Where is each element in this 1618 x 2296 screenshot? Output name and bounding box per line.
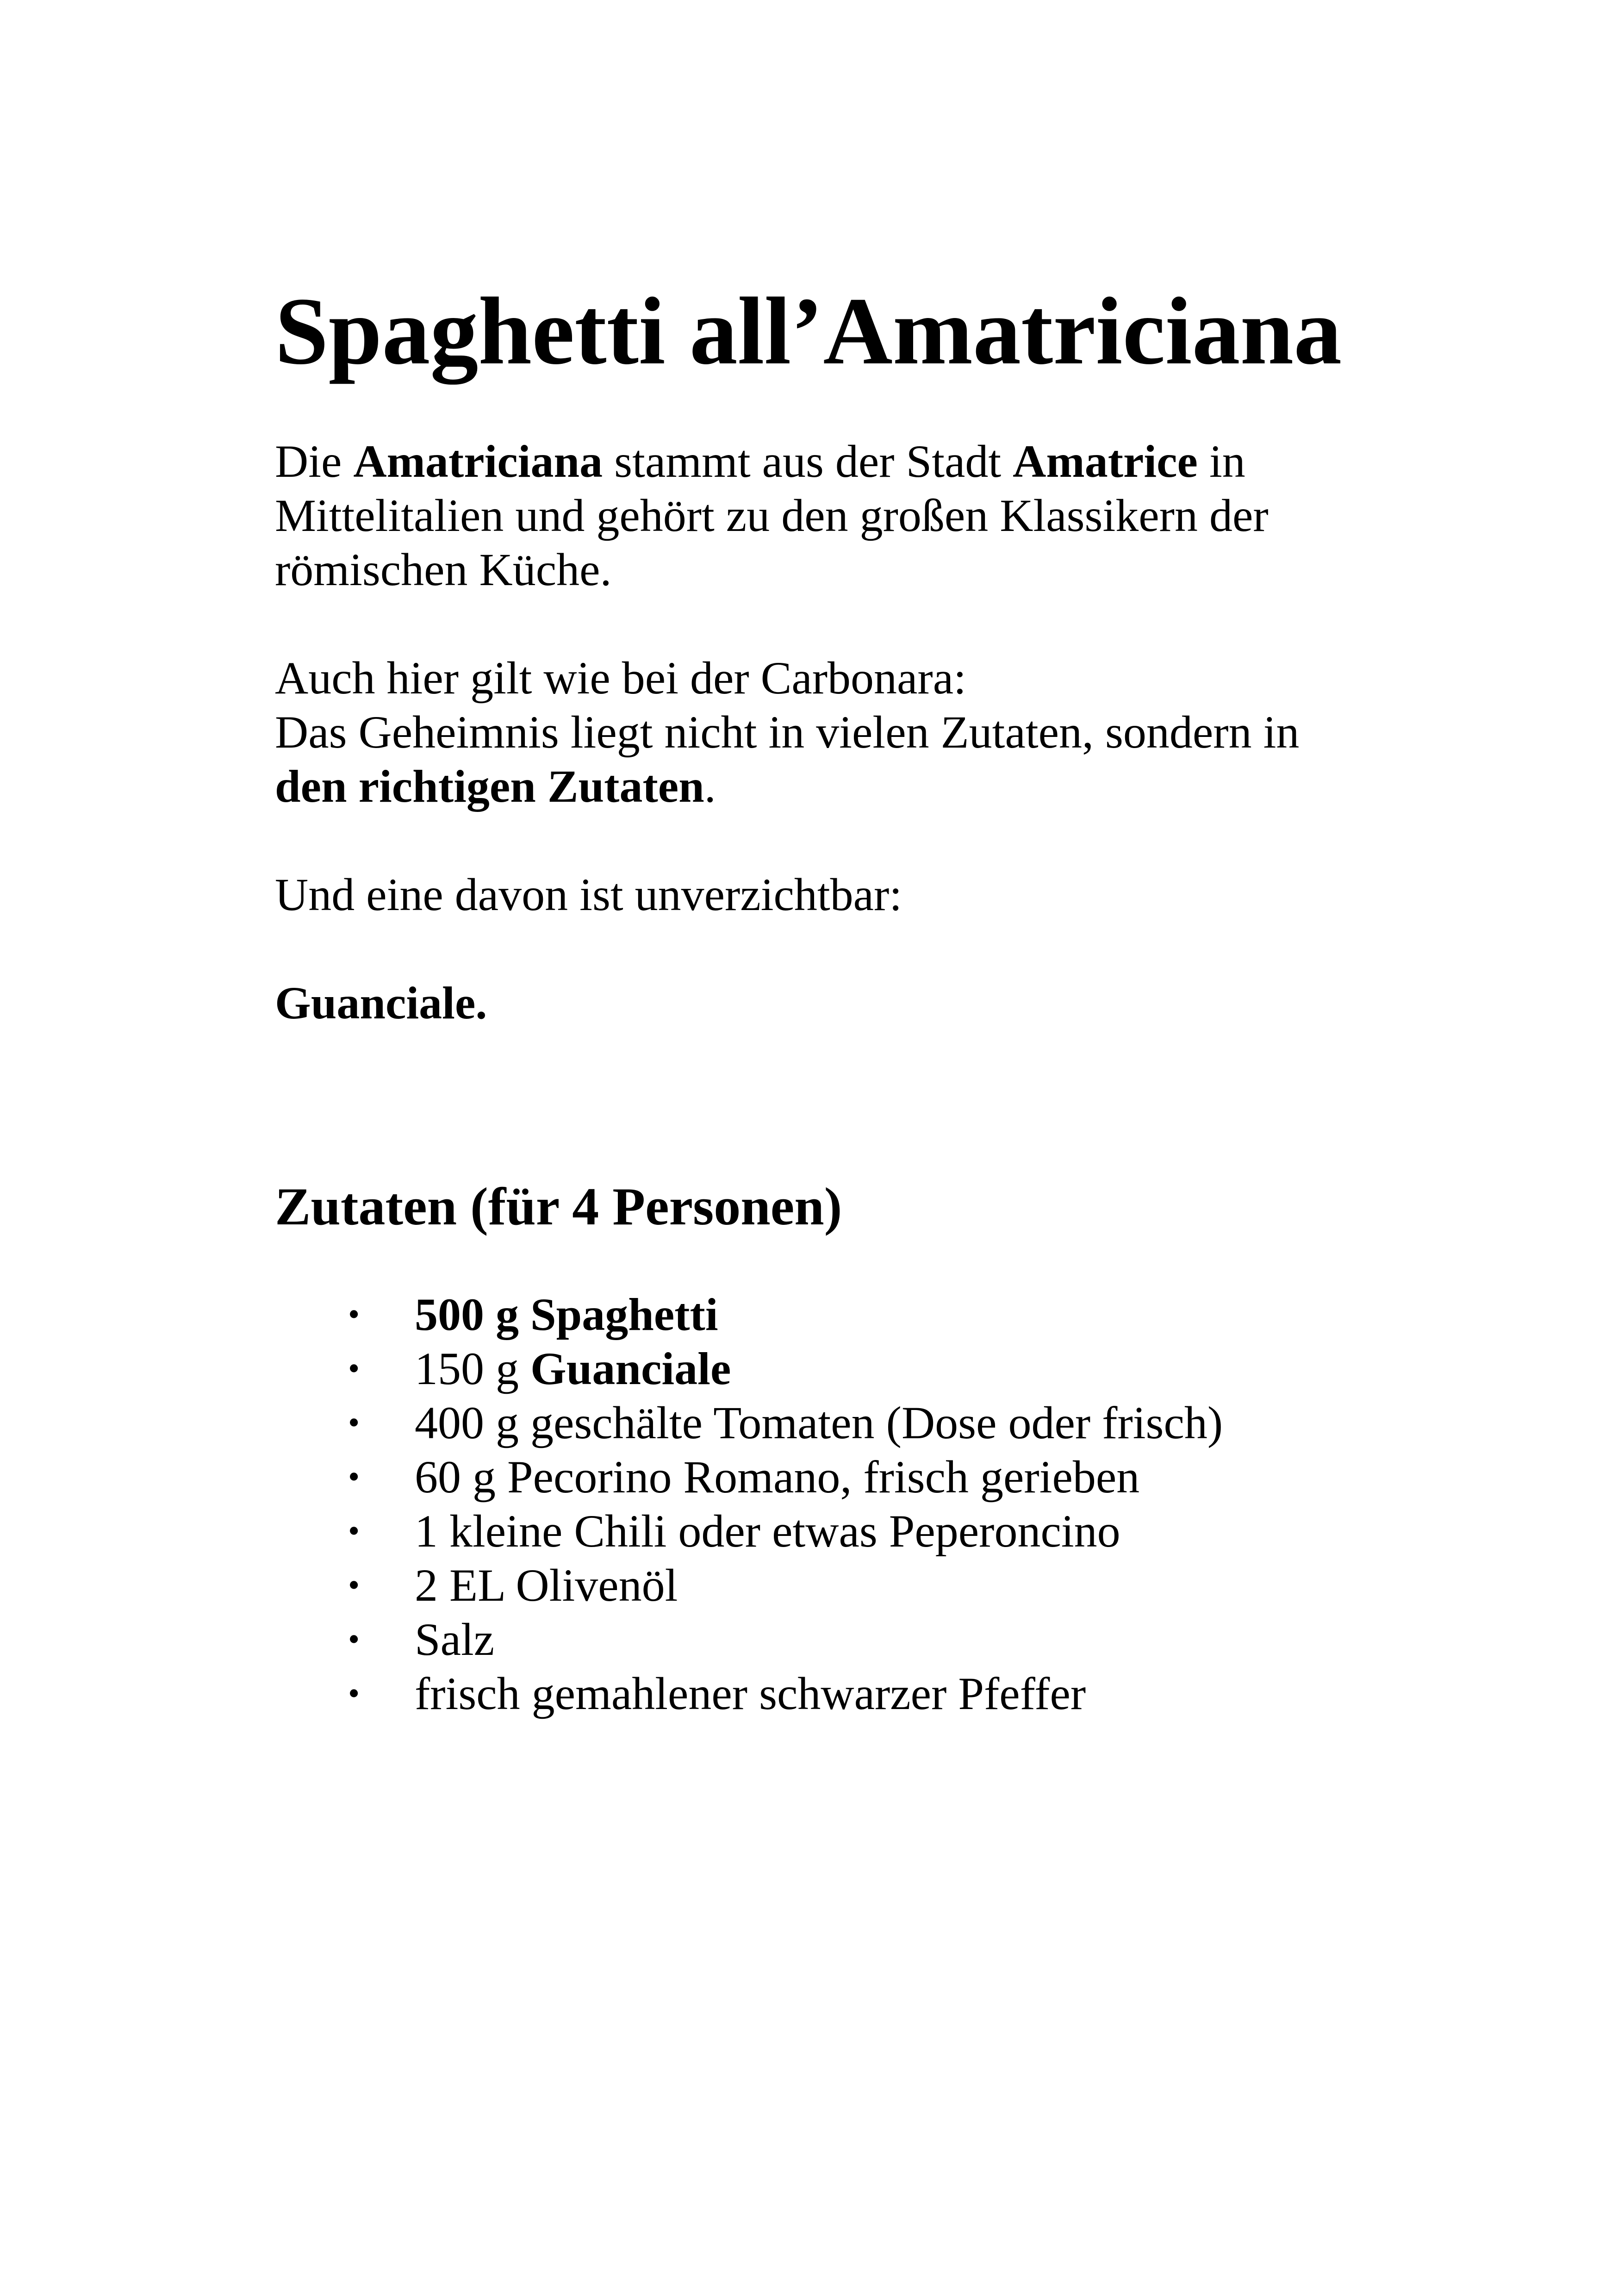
list-item bbox=[275, 1341, 1349, 1396]
ingredient-text: 400 g geschälte Tomaten (Dose oder frisch) bbox=[415, 1397, 1223, 1448]
ingredient-text: Salz bbox=[415, 1614, 495, 1665]
carbonara-line-2: Das Geheimnis liegt nicht in vielen Zutaten, sondern in bbox=[275, 706, 1300, 758]
ingredients-list bbox=[275, 1287, 1349, 1721]
bullet-icon: • bbox=[348, 1512, 360, 1549]
list-item bbox=[275, 1666, 1349, 1721]
ingredient-text: frisch gemahlener schwarzer Pfeffer bbox=[415, 1668, 1086, 1719]
list-item bbox=[275, 1396, 1349, 1450]
bullet-icon: • bbox=[348, 1675, 360, 1712]
carbonara-end: . bbox=[704, 761, 716, 812]
intro-text-3: in bbox=[1197, 436, 1245, 487]
ingredient-text: 150 g bbox=[415, 1343, 530, 1394]
guanciale-paragraph bbox=[275, 976, 1349, 1030]
intro-text-1: Die bbox=[275, 436, 354, 487]
ingredients-heading: Zutaten (für 4 Personen) bbox=[275, 1177, 842, 1236]
carbonara-paragraph bbox=[275, 651, 1349, 813]
carbonara-line-1: Auch hier gilt wie bei der Carbonara: bbox=[275, 652, 966, 704]
bullet-icon: • bbox=[348, 1566, 360, 1603]
carbonara-bold: den richtigen Zutaten bbox=[275, 761, 704, 812]
bullet-icon: • bbox=[348, 1350, 360, 1387]
indispensable-paragraph: Und eine davon ist unverzichtbar: bbox=[275, 869, 902, 920]
bullet-icon: • bbox=[348, 1296, 360, 1333]
intro-bold-amatrice: Amatrice bbox=[1013, 436, 1198, 487]
ingredient-bold: 500 g Spaghetti bbox=[415, 1289, 718, 1340]
list-item bbox=[275, 1504, 1349, 1558]
guanciale-bold: Guanciale. bbox=[275, 977, 487, 1029]
ingredient-text: 60 g Pecorino Romano, frisch gerieben bbox=[415, 1451, 1140, 1503]
recipe-content bbox=[275, 273, 1349, 1721]
bullet-icon: • bbox=[348, 1458, 360, 1495]
ingredient-text: 2 EL Olivenöl bbox=[415, 1560, 678, 1611]
intro-line-3: römischen Küche. bbox=[275, 544, 612, 595]
list-item bbox=[275, 1612, 1349, 1666]
list-item bbox=[275, 1287, 1349, 1341]
recipe-title: Spaghetti all’Amatriciana bbox=[275, 278, 1342, 384]
bullet-icon: • bbox=[348, 1404, 360, 1441]
intro-bold-amatriciana: Amatriciana bbox=[353, 436, 603, 487]
intro-line-2: Mittelitalien und gehört zu den großen Klassikern der bbox=[275, 490, 1269, 541]
intro-paragraph bbox=[275, 434, 1349, 597]
list-item bbox=[275, 1558, 1349, 1612]
ingredient-bold: Guanciale bbox=[530, 1343, 731, 1394]
list-item bbox=[275, 1450, 1349, 1504]
ingredient-text: 1 kleine Chili oder etwas Peperoncino bbox=[415, 1505, 1120, 1557]
intro-text-2: stammt aus der Stadt bbox=[603, 436, 1013, 487]
bullet-icon: • bbox=[348, 1621, 360, 1658]
